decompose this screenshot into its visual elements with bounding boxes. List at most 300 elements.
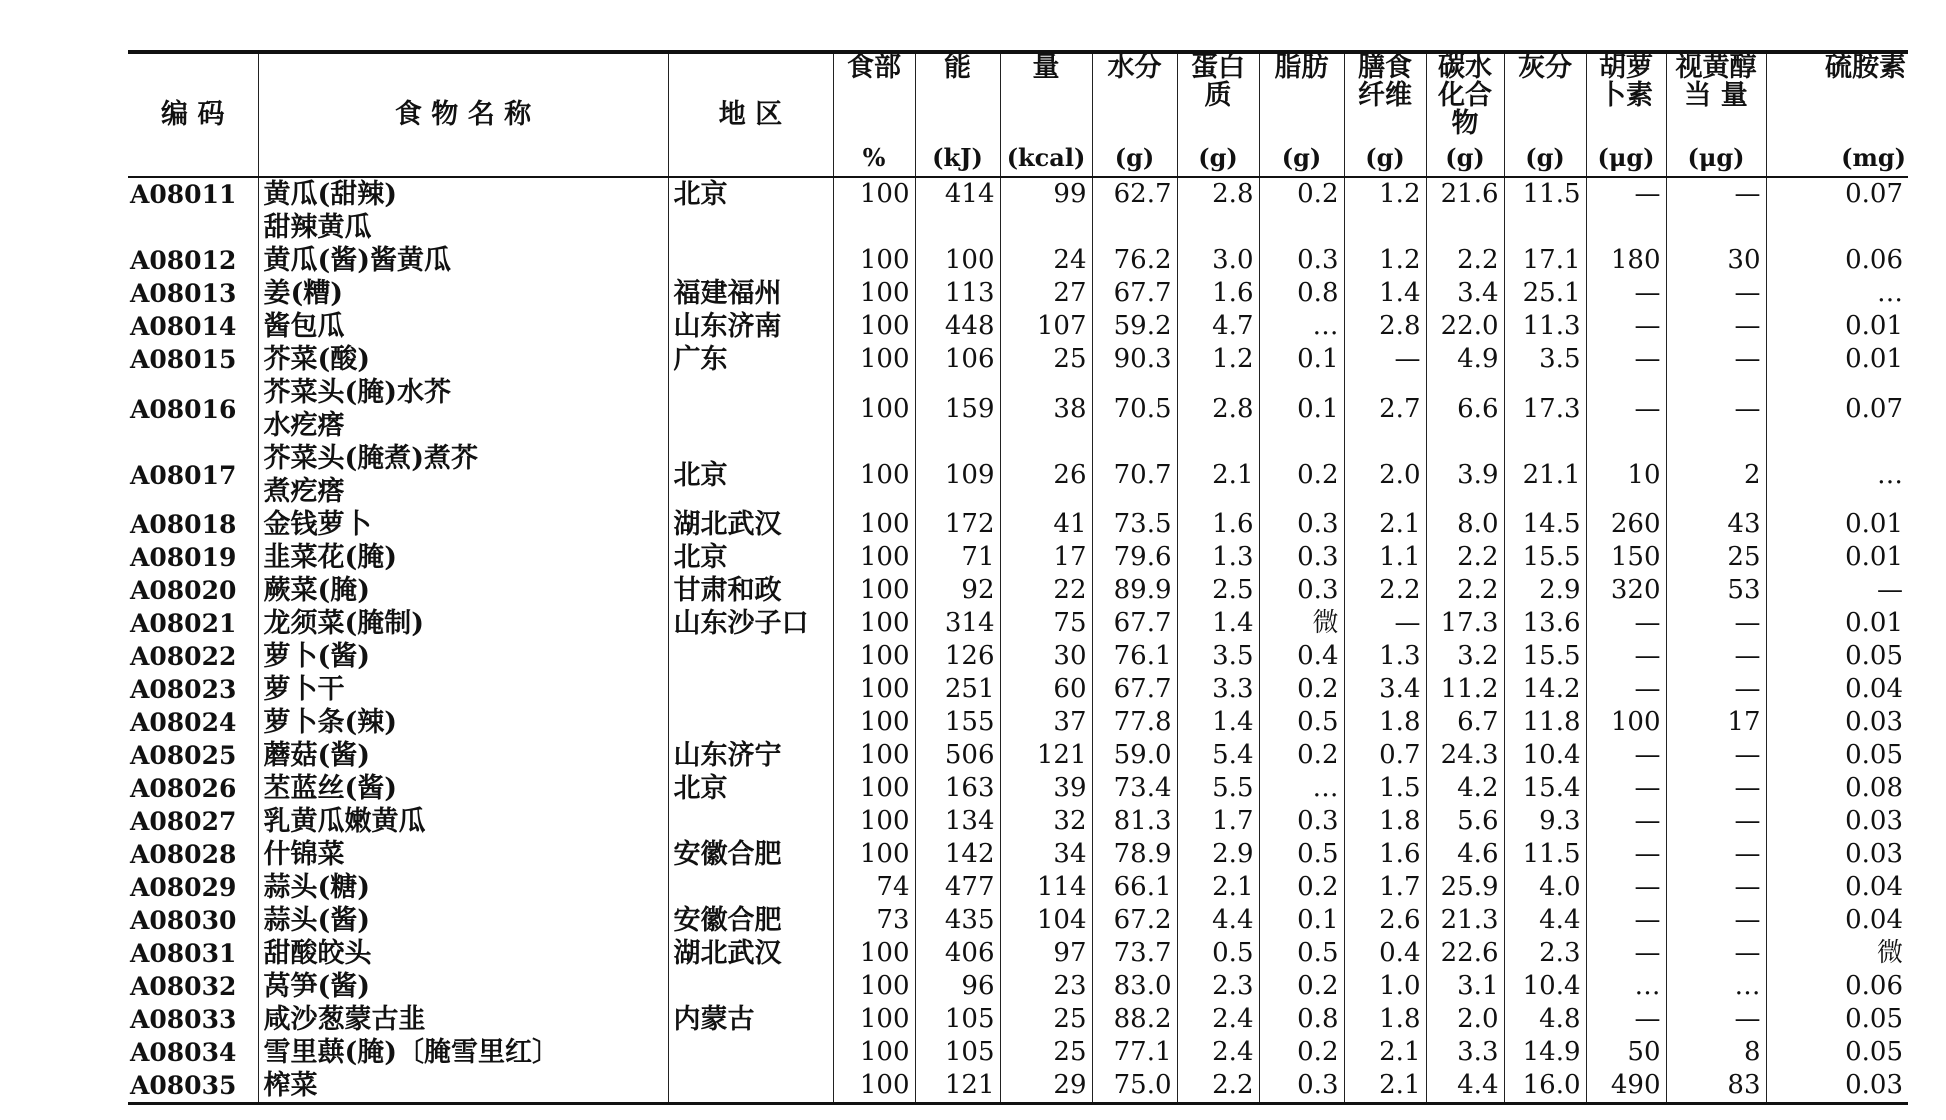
cell-carb: 3.3 [1426, 1036, 1504, 1069]
cell-protein: 1.2 [1177, 343, 1259, 376]
cell-water: 76.1 [1092, 640, 1177, 673]
cell-region: 安徽合肥 [668, 904, 833, 937]
cell-fat: 0.1 [1259, 376, 1344, 442]
cell-carb: 6.7 [1426, 706, 1504, 739]
cell-retinol: 43 [1666, 508, 1766, 541]
cell-retinol: — [1666, 937, 1766, 970]
cell-energy-kcal: 34 [1000, 838, 1092, 871]
table-row [128, 343, 1908, 376]
table-row [128, 442, 1908, 508]
cell-carotene: 50 [1586, 1036, 1666, 1069]
cell-energy-kj: 105 [915, 1003, 1000, 1036]
food-name-line: 蒜头(糖) [263, 872, 371, 903]
cell-carotene: — [1586, 739, 1666, 772]
cell-fiber: 0.7 [1344, 739, 1426, 772]
cell-water: 73.5 [1092, 508, 1177, 541]
cell-energy-kj: 406 [915, 937, 1000, 970]
cell-carotene: — [1586, 376, 1666, 442]
cell-energy-kj: 172 [915, 508, 1000, 541]
cell-edible: 100 [833, 1069, 915, 1104]
cell-energy-kcal: 30 [1000, 640, 1092, 673]
cell-food-name [258, 310, 668, 343]
food-name-line: 甜酸皎头 [263, 938, 372, 969]
cell-carb: 4.2 [1426, 772, 1504, 805]
cell-water: 59.2 [1092, 310, 1177, 343]
cell-region [668, 805, 833, 838]
cell-ash: 16.0 [1504, 1069, 1586, 1104]
cell-edible: 100 [833, 277, 915, 310]
cell-food-name [258, 904, 668, 937]
unit-retinol: (μg) [1666, 138, 1766, 177]
cell-carotene: — [1586, 838, 1666, 871]
cell-region [668, 970, 833, 1003]
cell-retinol: 53 [1666, 574, 1766, 607]
header-row-labels [128, 52, 1908, 138]
cell-ash: 2.9 [1504, 574, 1586, 607]
cell-fat: 0.2 [1259, 673, 1344, 706]
cell-energy-kj: 126 [915, 640, 1000, 673]
cell-carotene: — [1586, 805, 1666, 838]
cell-fiber: 1.5 [1344, 772, 1426, 805]
food-name-line: 咸沙葱蒙古韭 [263, 1004, 426, 1035]
cell-region [668, 1069, 833, 1104]
cell-energy-kcal: 23 [1000, 970, 1092, 1003]
cell-water: 67.7 [1092, 673, 1177, 706]
cell-fat: 0.5 [1259, 838, 1344, 871]
cell-carotene: — [1586, 277, 1666, 310]
cell-food-name [258, 277, 668, 310]
table-row [128, 739, 1908, 772]
cell-region [668, 673, 833, 706]
cell-edible: 100 [833, 838, 915, 871]
cell-water: 75.0 [1092, 1069, 1177, 1104]
cell-energy-kcal: 25 [1000, 1036, 1092, 1069]
table-row [128, 574, 1908, 607]
cell-code: A08014 [128, 310, 258, 343]
cell-carb: 11.2 [1426, 673, 1504, 706]
cell-edible: 100 [833, 706, 915, 739]
cell-water: 67.7 [1092, 277, 1177, 310]
cell-edible: 100 [833, 970, 915, 1003]
cell-fat: 0.2 [1259, 970, 1344, 1003]
cell-fat: 0.8 [1259, 1003, 1344, 1036]
unit-carb: (g) [1426, 138, 1504, 177]
cell-energy-kj: 435 [915, 904, 1000, 937]
cell-fiber: 1.3 [1344, 640, 1426, 673]
cell-carb: 3.1 [1426, 970, 1504, 1003]
cell-food-name [258, 607, 668, 640]
cell-code: A08023 [128, 673, 258, 706]
cell-edible: 74 [833, 871, 915, 904]
cell-code: A08032 [128, 970, 258, 1003]
cell-food-name [258, 673, 668, 706]
cell-carotene: — [1586, 772, 1666, 805]
cell-fat: 0.5 [1259, 937, 1344, 970]
cell-code: A08015 [128, 343, 258, 376]
cell-carb: 4.6 [1426, 838, 1504, 871]
cell-fiber: — [1344, 607, 1426, 640]
cell-code: A08026 [128, 772, 258, 805]
cell-region: 湖北武汉 [668, 937, 833, 970]
cell-water: 67.7 [1092, 607, 1177, 640]
cell-food-name [258, 640, 668, 673]
cell-energy-kj: 109 [915, 442, 1000, 508]
food-name-line: 甜辣黄瓜 [263, 212, 372, 243]
cell-carotene: — [1586, 871, 1666, 904]
cell-edible: 100 [833, 343, 915, 376]
cell-ash: 11.8 [1504, 706, 1586, 739]
cell-energy-kcal: 38 [1000, 376, 1092, 442]
cell-energy-kj: 155 [915, 706, 1000, 739]
cell-ash: 11.5 [1504, 177, 1586, 244]
cell-retinol: — [1666, 343, 1766, 376]
cell-ash: 4.0 [1504, 871, 1586, 904]
header-fat: 脂肪 [1259, 52, 1344, 138]
cell-carb: 3.9 [1426, 442, 1504, 508]
cell-region: 湖北武汉 [668, 508, 833, 541]
cell-retinol: — [1666, 904, 1766, 937]
cell-region: 广东 [668, 343, 833, 376]
cell-region [668, 376, 833, 442]
cell-energy-kj: 477 [915, 871, 1000, 904]
header-carb: 碳水 化合物 [1426, 52, 1504, 138]
header-energy: 能 [915, 52, 1000, 138]
cell-energy-kj: 448 [915, 310, 1000, 343]
cell-protein: 2.4 [1177, 1003, 1259, 1036]
cell-energy-kcal: 41 [1000, 508, 1092, 541]
cell-ash: 4.4 [1504, 904, 1586, 937]
cell-energy-kj: 159 [915, 376, 1000, 442]
cell-thiamine: 0.05 [1845, 740, 1903, 770]
cell-protein: 1.4 [1177, 607, 1259, 640]
cell-carb: 22.0 [1426, 310, 1504, 343]
cell-water: 66.1 [1092, 871, 1177, 904]
cell-fiber: 2.6 [1344, 904, 1426, 937]
cell-energy-kj: 105 [915, 1036, 1000, 1069]
cell-carotene: 150 [1586, 541, 1666, 574]
food-name-line: 黄瓜(酱)酱黄瓜 [263, 245, 452, 276]
header-region: 地 区 [668, 52, 833, 177]
table-row [128, 640, 1908, 673]
cell-protein: 2.2 [1177, 1069, 1259, 1104]
cell-energy-kj: 71 [915, 541, 1000, 574]
cell-region: 安徽合肥 [668, 838, 833, 871]
table-row [128, 310, 1908, 343]
cell-region [668, 871, 833, 904]
food-name-line: 雪里蕻(腌)〔腌雪里红〕 [263, 1037, 560, 1068]
cell-region: 北京 [668, 177, 833, 244]
cell-energy-kj: 251 [915, 673, 1000, 706]
cell-fat: 0.2 [1259, 871, 1344, 904]
cell-fat: 0.8 [1259, 277, 1344, 310]
cell-energy-kj: 506 [915, 739, 1000, 772]
cell-retinol: — [1666, 805, 1766, 838]
cell-ash: 9.3 [1504, 805, 1586, 838]
cell-retinol: — [1666, 838, 1766, 871]
cell-energy-kj: 414 [915, 177, 1000, 244]
cell-food-name [258, 541, 668, 574]
food-name-line: 蒜头(酱) [263, 905, 371, 936]
cell-water: 73.4 [1092, 772, 1177, 805]
food-name-line: 什锦菜 [263, 839, 345, 870]
cell-food-name [258, 244, 668, 277]
cell-energy-kcal: 32 [1000, 805, 1092, 838]
cell-fiber: 1.8 [1344, 805, 1426, 838]
cell-food-name [258, 1069, 668, 1104]
cell-carb: 8.0 [1426, 508, 1504, 541]
unit-protein: (g) [1177, 138, 1259, 177]
cell-protein: 1.7 [1177, 805, 1259, 838]
cell-fat: 0.2 [1259, 177, 1344, 244]
cell-retinol: — [1666, 772, 1766, 805]
food-name-line: 苤蓝丝(酱) [263, 773, 398, 804]
cell-edible: 100 [833, 244, 915, 277]
cell-fat: … [1259, 310, 1344, 343]
cell-energy-kcal: 104 [1000, 904, 1092, 937]
cell-retinol: — [1666, 376, 1766, 442]
cell-edible: 100 [833, 376, 915, 442]
unit-fiber: (g) [1344, 138, 1426, 177]
cell-thiamine: 0.07 [1845, 179, 1903, 209]
cell-carotene: — [1586, 177, 1666, 244]
cell-region: 北京 [668, 541, 833, 574]
cell-fiber: 1.8 [1344, 1003, 1426, 1036]
cell-energy-kj: 134 [915, 805, 1000, 838]
cell-fat: 0.2 [1259, 442, 1344, 508]
cell-carb: 17.3 [1426, 607, 1504, 640]
cell-edible: 73 [833, 904, 915, 937]
cell-energy-kcal: 17 [1000, 541, 1092, 574]
cell-edible: 100 [833, 574, 915, 607]
cell-carb: 4.9 [1426, 343, 1504, 376]
header-thiamine: 硫胺素 [1825, 52, 1906, 83]
cell-water: 62.7 [1092, 177, 1177, 244]
cell-retinol: 83 [1666, 1069, 1766, 1104]
cell-fiber: 0.4 [1344, 937, 1426, 970]
cell-code: A08021 [128, 607, 258, 640]
cell-retinol: — [1666, 673, 1766, 706]
cell-energy-kcal: 26 [1000, 442, 1092, 508]
cell-protein: 2.3 [1177, 970, 1259, 1003]
cell-protein: 1.3 [1177, 541, 1259, 574]
cell-region [668, 244, 833, 277]
cell-code: A08019 [128, 541, 258, 574]
food-name-line: 蘑菇(酱) [263, 740, 371, 771]
cell-region [668, 1036, 833, 1069]
cell-code: A08011 [128, 177, 258, 244]
table-row [128, 871, 1908, 904]
cell-carb: 6.6 [1426, 376, 1504, 442]
food-name-line: 萝卜(酱) [263, 641, 371, 672]
cell-retinol: 8 [1666, 1036, 1766, 1069]
cell-fat: 0.1 [1259, 343, 1344, 376]
unit-energy-kj: (kJ) [915, 138, 1000, 177]
cell-thiamine: — [1877, 575, 1903, 605]
cell-ash: 14.2 [1504, 673, 1586, 706]
cell-edible: 100 [833, 1003, 915, 1036]
cell-carb: 5.6 [1426, 805, 1504, 838]
cell-protein: 2.1 [1177, 442, 1259, 508]
table-row [128, 1003, 1908, 1036]
cell-carotene: 320 [1586, 574, 1666, 607]
cell-water: 76.2 [1092, 244, 1177, 277]
food-name-line: 乳黄瓜嫩黄瓜 [263, 806, 426, 837]
cell-energy-kcal: 107 [1000, 310, 1092, 343]
table-row [128, 937, 1908, 970]
table-row [128, 508, 1908, 541]
cell-retinol: — [1666, 1003, 1766, 1036]
cell-food-name [258, 442, 668, 508]
cell-region [668, 640, 833, 673]
cell-carotene: 100 [1586, 706, 1666, 739]
cell-fiber: 2.1 [1344, 1036, 1426, 1069]
cell-energy-kcal: 75 [1000, 607, 1092, 640]
cell-retinol: — [1666, 277, 1766, 310]
cell-fiber: 2.8 [1344, 310, 1426, 343]
cell-edible: 100 [833, 607, 915, 640]
cell-carotene: — [1586, 343, 1666, 376]
cell-thiamine: 0.05 [1845, 1004, 1903, 1034]
cell-fiber: 2.0 [1344, 442, 1426, 508]
header-energy-2: 量 [1000, 52, 1092, 138]
food-name-line: 水疙瘩 [263, 410, 345, 441]
cell-ash: 21.1 [1504, 442, 1586, 508]
cell-code: A08025 [128, 739, 258, 772]
cell-fiber: — [1344, 343, 1426, 376]
table-row [128, 904, 1908, 937]
cell-ash: 4.8 [1504, 1003, 1586, 1036]
cell-code: A08024 [128, 706, 258, 739]
cell-code: A08012 [128, 244, 258, 277]
cell-food-name [258, 1036, 668, 1069]
header-water: 水分 [1092, 52, 1177, 138]
cell-protein: 2.1 [1177, 871, 1259, 904]
cell-ash: 11.3 [1504, 310, 1586, 343]
cell-edible: 100 [833, 640, 915, 673]
cell-fiber: 1.1 [1344, 541, 1426, 574]
cell-ash: 17.3 [1504, 376, 1586, 442]
cell-ash: 11.5 [1504, 838, 1586, 871]
cell-protein: 3.3 [1177, 673, 1259, 706]
cell-protein: 2.9 [1177, 838, 1259, 871]
cell-code: A08033 [128, 1003, 258, 1036]
cell-carotene: 260 [1586, 508, 1666, 541]
cell-energy-kj: 106 [915, 343, 1000, 376]
header-carotene: 胡萝 卜素 [1586, 52, 1666, 138]
cell-food-name [258, 376, 668, 442]
cell-carotene: … [1586, 970, 1666, 1003]
cell-protein: 2.4 [1177, 1036, 1259, 1069]
cell-fiber: 2.1 [1344, 508, 1426, 541]
cell-fat: 0.4 [1259, 640, 1344, 673]
cell-food-name [258, 871, 668, 904]
nutrition-table-page [128, 50, 1908, 1105]
food-name-line: 芥菜(酸) [263, 344, 371, 375]
cell-energy-kj: 96 [915, 970, 1000, 1003]
food-name-line: 芥菜头(腌煮)煮芥 [263, 443, 479, 474]
cell-retinol: — [1666, 177, 1766, 244]
cell-thiamine: 0.03 [1845, 839, 1903, 869]
cell-energy-kcal: 29 [1000, 1069, 1092, 1104]
cell-code: A08027 [128, 805, 258, 838]
cell-fat: 0.3 [1259, 574, 1344, 607]
unit-edible: % [833, 138, 915, 177]
cell-fiber: 1.2 [1344, 244, 1426, 277]
cell-thiamine: 0.04 [1845, 674, 1903, 704]
food-name-line: 煮疙瘩 [263, 476, 345, 507]
cell-carb: 3.4 [1426, 277, 1504, 310]
table-row [128, 177, 1908, 244]
cell-energy-kcal: 39 [1000, 772, 1092, 805]
cell-carb: 21.6 [1426, 177, 1504, 244]
cell-thiamine: 0.06 [1845, 971, 1903, 1001]
cell-fat: 0.3 [1259, 541, 1344, 574]
header-edible: 食部 [833, 52, 915, 138]
cell-protein: 2.8 [1177, 376, 1259, 442]
cell-water: 78.9 [1092, 838, 1177, 871]
food-name-line: 酱包瓜 [263, 311, 345, 342]
cell-ash: 15.5 [1504, 541, 1586, 574]
cell-protein: 3.0 [1177, 244, 1259, 277]
cell-ash: 25.1 [1504, 277, 1586, 310]
cell-energy-kcal: 97 [1000, 937, 1092, 970]
cell-energy-kcal: 121 [1000, 739, 1092, 772]
cell-ash: 2.3 [1504, 937, 1586, 970]
cell-fiber: 3.4 [1344, 673, 1426, 706]
cell-energy-kcal: 24 [1000, 244, 1092, 277]
header-retinol: 视黄醇 当 量 [1666, 52, 1766, 138]
cell-energy-kcal: 25 [1000, 1003, 1092, 1036]
cell-ash: 10.4 [1504, 970, 1586, 1003]
cell-carotene: — [1586, 640, 1666, 673]
cell-fiber: 1.8 [1344, 706, 1426, 739]
cell-protein: 5.4 [1177, 739, 1259, 772]
unit-water: (g) [1092, 138, 1177, 177]
cell-retinol: 30 [1666, 244, 1766, 277]
table-header [128, 52, 1908, 177]
cell-code: A08028 [128, 838, 258, 871]
cell-region: 北京 [668, 772, 833, 805]
cell-fiber: 2.1 [1344, 1069, 1426, 1104]
cell-fat: 0.3 [1259, 508, 1344, 541]
cell-energy-kj: 142 [915, 838, 1000, 871]
cell-region: 甘肃和政 [668, 574, 833, 607]
cell-ash: 14.5 [1504, 508, 1586, 541]
cell-fat: 微 [1259, 607, 1344, 640]
cell-carotene: — [1586, 937, 1666, 970]
cell-code: A08017 [128, 442, 258, 508]
cell-code: A08034 [128, 1036, 258, 1069]
table-row [128, 376, 1908, 442]
cell-ash: 10.4 [1504, 739, 1586, 772]
cell-food-name [258, 805, 668, 838]
cell-water: 73.7 [1092, 937, 1177, 970]
cell-energy-kcal: 60 [1000, 673, 1092, 706]
cell-food-name [258, 739, 668, 772]
cell-edible: 100 [833, 1036, 915, 1069]
cell-thiamine: 0.01 [1845, 542, 1903, 572]
cell-thiamine: 0.01 [1845, 509, 1903, 539]
cell-food-name [258, 508, 668, 541]
cell-carb: 4.4 [1426, 1069, 1504, 1104]
cell-food-name [258, 706, 668, 739]
cell-region: 福建福州 [668, 277, 833, 310]
cell-code: A08020 [128, 574, 258, 607]
table-row [128, 1036, 1908, 1069]
cell-thiamine: 0.01 [1845, 608, 1903, 638]
cell-protein: 4.4 [1177, 904, 1259, 937]
cell-region [668, 706, 833, 739]
